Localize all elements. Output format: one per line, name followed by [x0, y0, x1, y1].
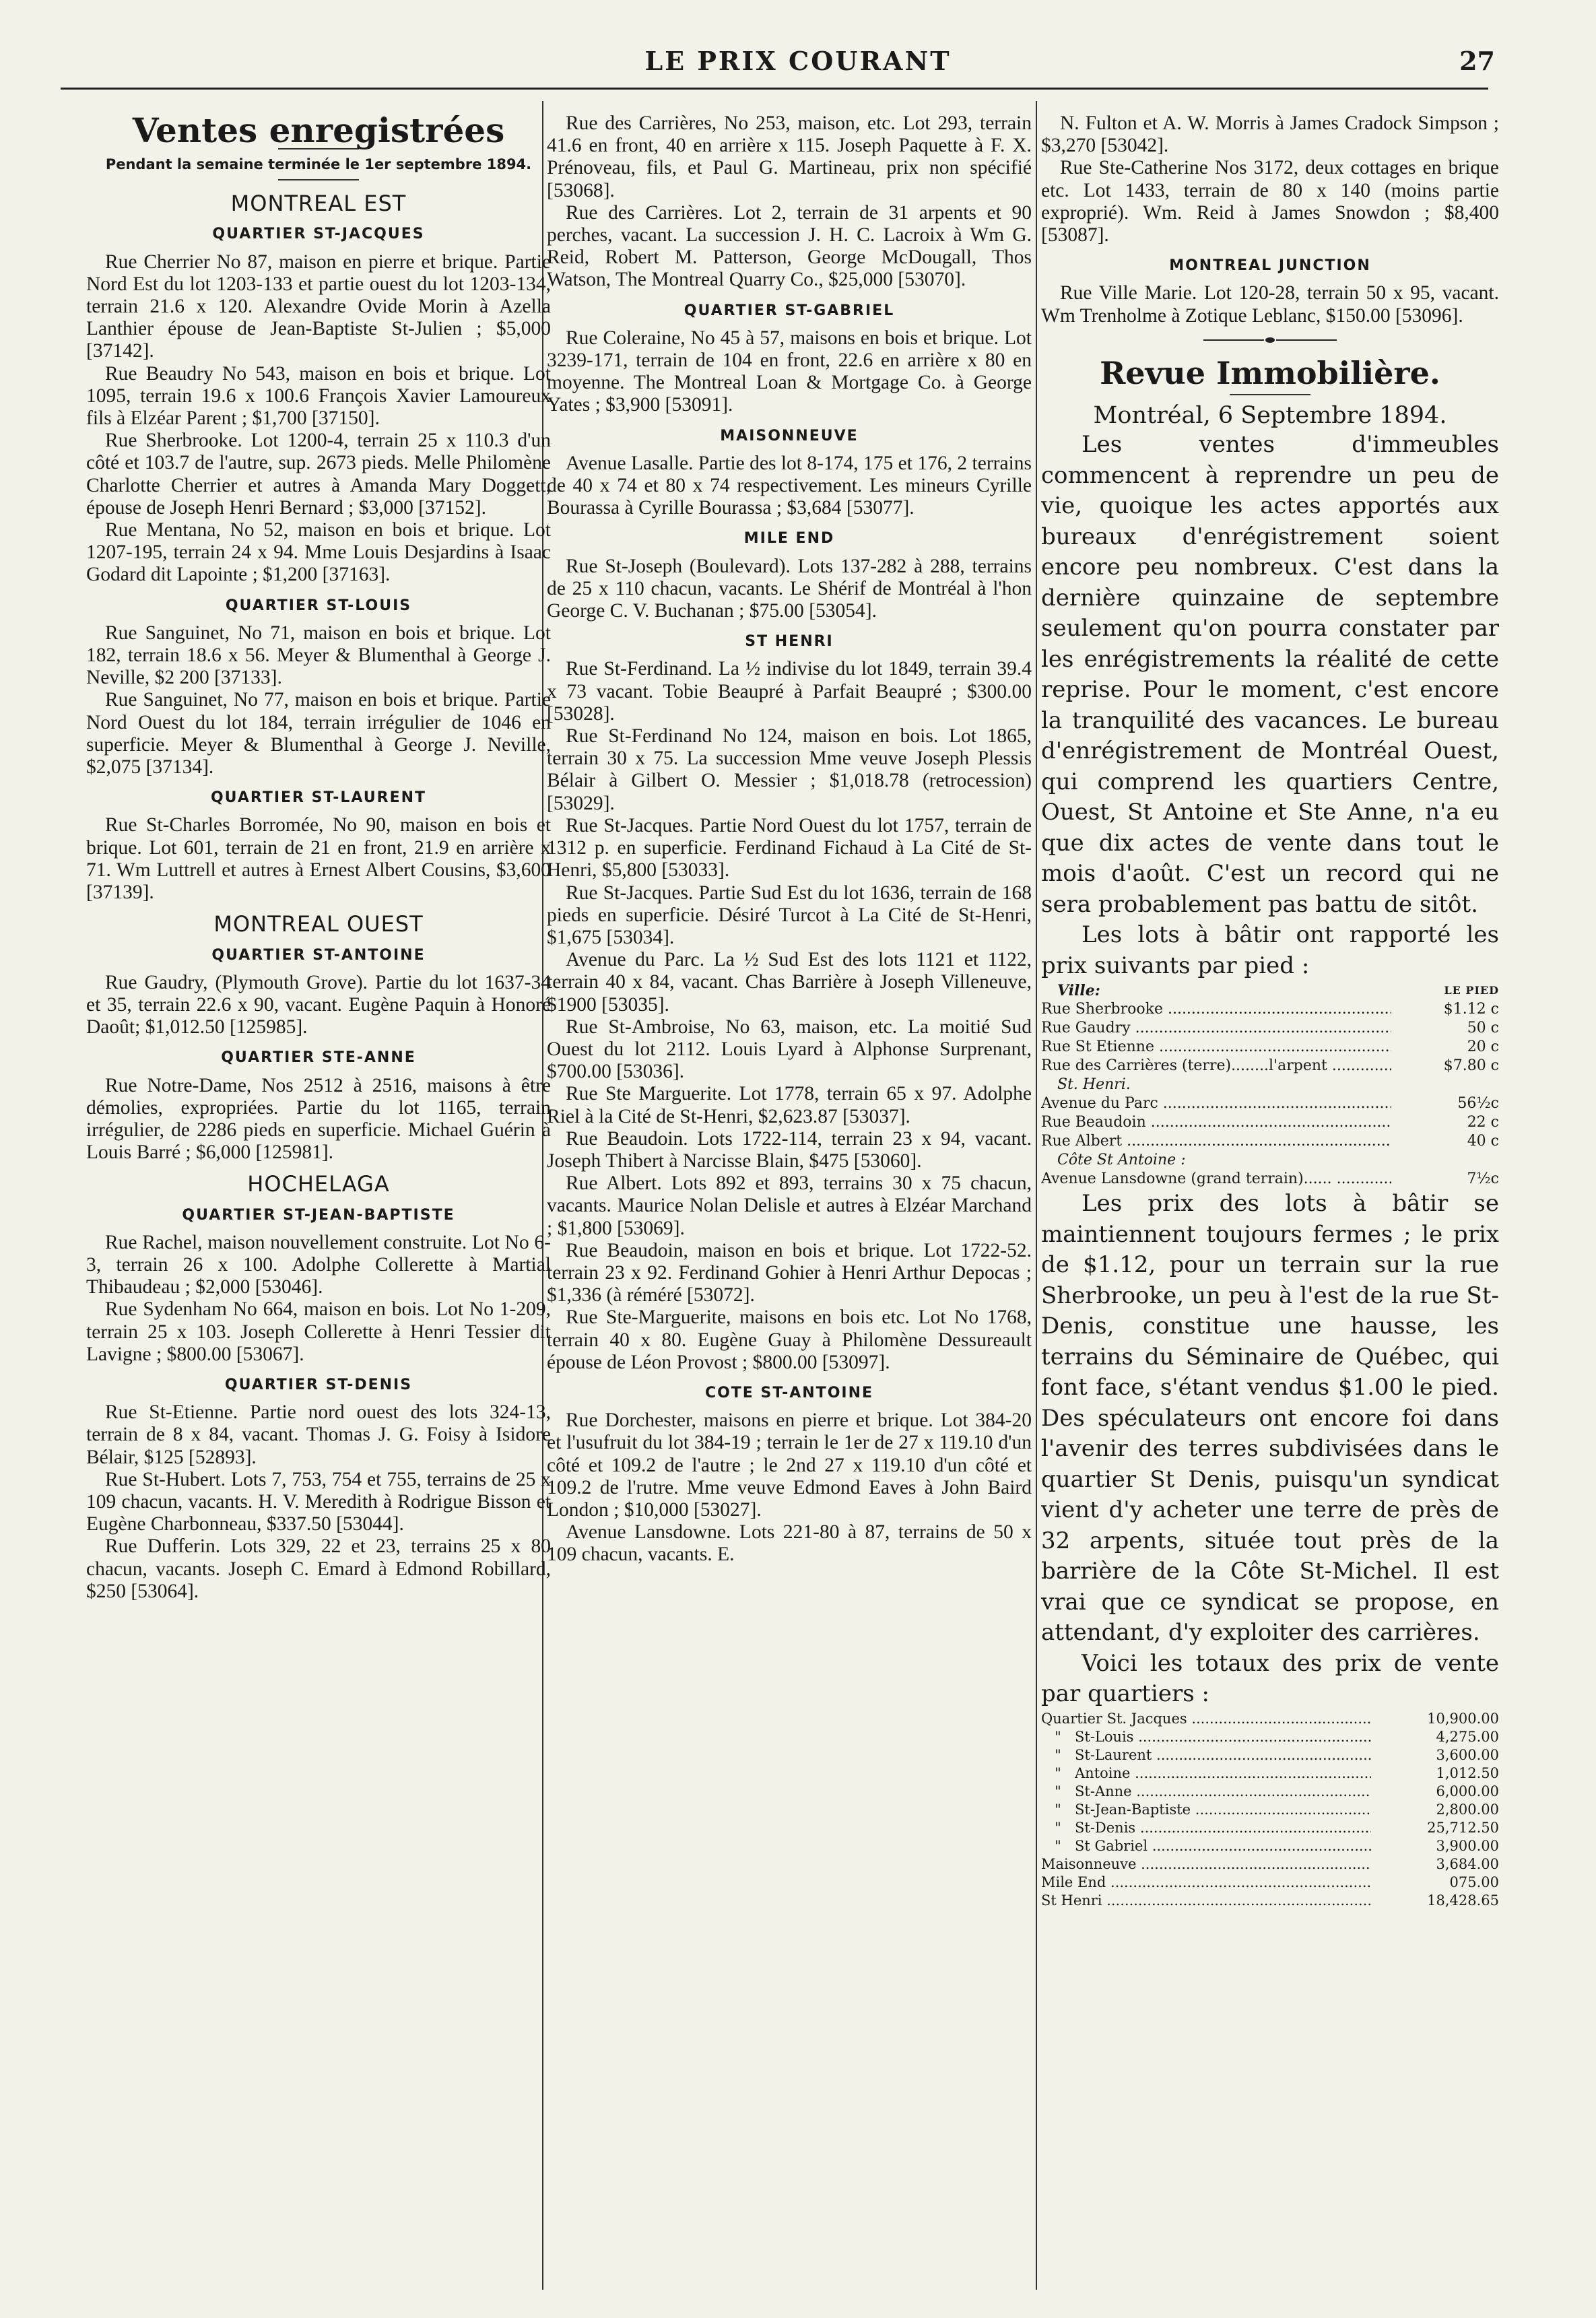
- sale-entry: Rue St-Etienne. Partie nord ouest des lots 324-13, terrain de 8 x 84, vacant. Thomas J. G. Foisy à Isidore Bélair, $125 [52893].: [86, 1401, 551, 1468]
- st-jacques-list: [86, 251, 551, 587]
- cote-st-antoine-list: [547, 1410, 1032, 1566]
- totals-value: 6,000.00: [1436, 1783, 1499, 1799]
- totals-label: Antoine: [1075, 1764, 1131, 1781]
- sale-entry: Avenue Lansdowne. Lots 221-80 à 87, terrains de 50 x 109 chacun, vacants. E.: [547, 1521, 1032, 1566]
- price-rows-st-henri: [1041, 1094, 1499, 1151]
- totals-value: 10,900.00: [1427, 1710, 1499, 1727]
- totals-label: Maisonneuve: [1041, 1855, 1137, 1872]
- price-rows-cote: [1041, 1170, 1499, 1189]
- column-2: [547, 98, 1032, 2293]
- price-rows-ville: [1041, 1000, 1499, 1075]
- totals-value: 3,684.00: [1436, 1855, 1499, 1872]
- sale-entry: Rue Sanguinet, No 77, maison en bois et brique. Partie Nord Ouest du lot 184, terrain irrégulier de 1046 en superficie. Meyer & Blumenthal à George J. Neville, $2,075 [37134].: [86, 689, 551, 779]
- totals-value: 1,012.50: [1436, 1764, 1499, 1781]
- price-value: 7½c: [1467, 1170, 1499, 1188]
- totals-row: [1041, 1728, 1499, 1746]
- st-jean-baptiste-list: [86, 1232, 551, 1366]
- price-table: [1041, 981, 1499, 1189]
- section-st-laurent: QUARTIER ST-LAURENT: [210, 789, 427, 807]
- sale-entry: Rue Coleraine, No 45 à 57, maisons en bois et brique. Lot 3239-171, terrain de 104 en front, 22.6 en arrière x 80 en moyenne. The Montreal Loan & Mortgage Co. à George Yates ; $3,900 [53091].: [547, 327, 1032, 416]
- carrieres-list: [547, 112, 1032, 292]
- section-ste-anne: QUARTIER STE-ANNE: [221, 1049, 416, 1067]
- st-henri-list: [547, 658, 1032, 1374]
- sale-entry: Rue St-Charles Borromée, No 90, maison en bois et brique. Lot 601, terrain de 21 en front, 21.9 en arrière x 71. Wm Luttrell et autres à Ernest Albert Cousins, $3,600 [37139].: [86, 814, 551, 904]
- sales-subhead: Pendant la semaine terminée le 1er septembre 1894.: [105, 156, 532, 173]
- ditto-mark: ": [1055, 1801, 1061, 1818]
- price-label: Rue des Carrières (terre)........l'arpent: [1041, 1057, 1327, 1075]
- price-row: [1041, 1132, 1499, 1151]
- st-laurent-list: [86, 814, 551, 904]
- st-denis-list: [86, 1401, 551, 1603]
- price-row: [1041, 1000, 1499, 1019]
- sale-entry: Rue St-Hubert. Lots 7, 753, 754 et 755, terrains de 25 x 109 chacun, vacants. H. V. Meredith à Rodrigue Bisson et Eugène Charbonneau, $337.50 [53044].: [86, 1468, 551, 1535]
- sale-entry: Rue Beaudoin, maison en bois et brique. Lot 1722-52. terrain 23 x 92. Ferdinand Gohier à Henri Arthur Depocas ; $1,336 (à réméré [53072].: [547, 1239, 1032, 1306]
- price-label: Rue Sherbrooke: [1041, 1001, 1163, 1018]
- totals-label: St-Jean-Baptiste: [1075, 1801, 1191, 1818]
- price-group-st-henri: [1041, 1075, 1499, 1094]
- totals-row: [1041, 1837, 1499, 1855]
- mile-end-list: [547, 556, 1032, 623]
- price-row: [1041, 1170, 1499, 1189]
- totals-row: [1041, 1874, 1499, 1892]
- totals-label: St Henri: [1041, 1892, 1102, 1909]
- totals-value: 25,712.50: [1427, 1819, 1499, 1836]
- totals-value: 3,900.00: [1436, 1837, 1499, 1854]
- price-value: $1.12 c: [1443, 1001, 1499, 1018]
- revue-text-1: [1041, 430, 1499, 981]
- ditto-mark: ": [1055, 1764, 1061, 1781]
- price-label: Rue Beaudoin: [1041, 1114, 1146, 1131]
- column-1: [86, 98, 551, 2293]
- ornament-divider: [1041, 331, 1499, 347]
- totals-label: St-Louis: [1075, 1728, 1134, 1745]
- st-gabriel-list: [547, 327, 1032, 417]
- totals-row: [1041, 1801, 1499, 1819]
- totals-label: St-Denis: [1075, 1819, 1136, 1836]
- price-label: Avenue du Parc: [1041, 1095, 1158, 1113]
- ditto-mark: ": [1055, 1837, 1061, 1854]
- sale-entry: Rue Rachel, maison nouvellement construite. Lot No 6-3, terrain 26 x 100. Adolphe Collerette à Martial Thibaudeau ; $2,000 [53046].: [86, 1231, 551, 1298]
- st-louis-list: [86, 622, 551, 779]
- column-divider-2: [1036, 101, 1037, 2290]
- sale-entry: Rue St-Ferdinand. La ½ indivise du lot 1849, terrain 39.4 x 73 vacant. Tobie Beaupré à Parfait Beaupré ; $300.00 [53028].: [547, 658, 1032, 725]
- st-antoine-list: [86, 972, 551, 1039]
- totals-row: [1041, 1783, 1499, 1801]
- totals-row: [1041, 1710, 1499, 1728]
- revue-paragraph-4: Voici les totaux des prix de vente par quartiers :: [1041, 1649, 1499, 1708]
- sale-entry: Rue des Carrières. Lot 2, terrain de 31 arpents et 90 perches, vacant. La succession J. H. C. Lacroix à Wm G. Reid, Robert M. Patterson, George McDougall, Thos Watson, The Montreal Quarry Co., $25,000 [53070].: [547, 201, 1032, 291]
- sale-entry: Rue Albert. Lots 892 et 893, terrains 30 x 75 chacun, vacants. Maurice Nolan Delisle et autres à Elzéar Marchand ; $1,800 [53069].: [547, 1172, 1032, 1239]
- sale-entry: Rue Notre-Dame, Nos 2512 à 2516, maisons à être démolies, expropriées. Partie du lot 1165, terrain irrégulier, de 2286 pieds en superficie. Michael Guérin à Louis Barré ; $6,000 [125981].: [86, 1074, 551, 1164]
- sale-entry: Rue Gaudry, (Plymouth Grove). Partie du lot 1637-34 et 35, terrain 22.6 x 90, vacant. Eugène Paquin à Honoré Daoût; $1,012.50 [125985].: [86, 971, 551, 1038]
- totals-label: Mile End: [1041, 1874, 1106, 1890]
- page-number: 27: [1459, 46, 1495, 76]
- sale-entry: Rue Sydenham No 664, maison en bois. Lot No 1-209, terrain 25 x 103. Joseph Collerette à Henri Tessier dit Lavigne ; $800.00 [53067].: [86, 1298, 551, 1365]
- header-rule: [61, 88, 1488, 90]
- section-montreal-ouest: MONTREAL OUEST: [213, 911, 424, 937]
- sale-entry: Rue Ste Marguerite. Lot 1778, terrain 65 x 97. Adolphe Riel à la Cité de St-Henri, $2,623.87 [53037].: [547, 1083, 1032, 1127]
- sale-entry: N. Fulton et A. W. Morris à James Cradock Simpson ; $3,270 [53042].: [1041, 112, 1499, 157]
- sale-entry: Rue St-Joseph (Boulevard). Lots 137-282 à 288, terrains de 25 x 110 chacun, vacants. Le Shérif de Montréal à l'hon George C. V. Buchanan ; $75.00 [53054].: [547, 555, 1032, 622]
- price-label: Rue St Etienne: [1041, 1038, 1154, 1056]
- section-montreal-est: MONTREAL EST: [230, 191, 407, 217]
- totals-table: [1041, 1710, 1499, 1910]
- sale-entry: Rue Ste-Catherine Nos 3172, deux cottages en brique etc. Lot 1433, terrain de 80 x 140 (moins partie exproprié). Wm. Reid à James Snowdon ; $8,400 [53087].: [1041, 157, 1499, 246]
- sale-entry: Rue Beaudoin. Lots 1722-114, terrain 23 x 94, vacant. Joseph Thibert à Narcisse Blain, $475 [53060].: [547, 1127, 1032, 1172]
- price-header-unit: LE PIED: [1444, 984, 1499, 997]
- sale-entry: Rue St-Ferdinand No 124, maison en bois. Lot 1865, terrain 30 x 75. La succession Mme veuve Joseph Plessis Bélair à Gilbert O. Messier ; $1,018.78 (retrocession) [53029].: [547, 725, 1032, 814]
- section-st-antoine: QUARTIER ST-ANTOINE: [211, 946, 426, 964]
- section-st-gabriel: QUARTIER ST-GABRIEL: [684, 302, 895, 319]
- revue-paragraph-3: Les prix des lots à bâtir se maintiennent toujours fermes ; le prix de $1.12, pour un terrain sur la rue Sherbrooke, un peu à l'est de la rue St-Denis, constitue une hausse, les terrains du Séminaire de Québec, qui font face, s'étant vendus $1.00 le pied. Des spéculateurs ont encore foi dans l'avenir des terres subdivisées dans le quartier St Denis, puisqu'un syndicat vient d'y acheter une terre de près de 32 arpents, située tout près de la barrière de la Côte St-Michel. Il est vrai que ce syndicat se propose, en attendant, d'y exploiter des carrières.: [1041, 1190, 1499, 1647]
- section-st-jean-baptiste: QUARTIER ST-JEAN-BAPTISTE: [182, 1206, 455, 1224]
- subhead-rule: [278, 179, 359, 180]
- totals-label: St-Laurent: [1075, 1746, 1152, 1763]
- totals-row: [1041, 1855, 1499, 1874]
- ditto-mark: ": [1055, 1819, 1061, 1836]
- revue-paragraph-2: Les lots à bâtir ont rapporté les prix suivants par pied :: [1041, 921, 1499, 979]
- sale-entry: Rue Ville Marie. Lot 120-28, terrain 50 x 95, vacant. Wm Trenholme à Zotique Leblanc, $150.00 [53096].: [1041, 282, 1499, 327]
- page-header: [0, 39, 1596, 93]
- price-label: Rue Gaudry: [1041, 1020, 1131, 1037]
- sale-entry: Rue Sherbrooke. Lot 1200-4, terrain 25 x 110.3 d'un côté et 103.7 de l'autre, sup. 2673 pieds. Melle Philomène Charlotte Cherrier et autres à Amanda Mary Doggett, épouse de Joseph Henri Bernard ; $3,000 [37152].: [86, 430, 551, 519]
- section-cote-st-antoine: COTE ST-ANTOINE: [704, 1384, 874, 1401]
- ditto-mark: ": [1055, 1728, 1061, 1745]
- sale-entry: Rue Dufferin. Lots 329, 22 et 23, terrains 25 x 80 chacun, vacants. Joseph C. Emard à Edmond Robillard, $250 [53064].: [86, 1535, 551, 1602]
- totals-row: [1041, 1892, 1499, 1910]
- price-row: [1041, 1057, 1499, 1075]
- ditto-mark: ": [1055, 1783, 1061, 1799]
- price-header-cote: Côte St Antoine :: [1057, 1152, 1186, 1169]
- price-header-ville: Ville:: [1057, 982, 1100, 1000]
- revue-text-2: [1041, 1189, 1499, 1710]
- price-label: Avenue Lansdowne (grand terrain)......: [1041, 1170, 1332, 1188]
- revue-rule: [1230, 394, 1310, 395]
- section-montreal-junction: MONTREAL JUNCTION: [1169, 257, 1371, 275]
- section-st-denis: QUARTIER ST-DENIS: [224, 1376, 413, 1393]
- sale-entry: Rue Cherrier No 87, maison en pierre et brique. Partie Nord Est du lot 1203-133 et partie ouest du lot 1203-134, terrain 21.6 x 120. Alexandre Ovide Morin à Azella Lanthier épouse de Jean-Baptiste St-Julien ; $5,000 [37142].: [86, 251, 551, 362]
- totals-value: 075.00: [1449, 1874, 1499, 1890]
- running-title: LE PRIX COURANT: [644, 46, 952, 76]
- price-row: [1041, 1038, 1499, 1057]
- maisonneuve-list: [547, 453, 1032, 520]
- totals-value: 18,428.65: [1427, 1892, 1499, 1909]
- sale-entry: Rue St-Jacques. Partie Nord Ouest du lot 1757, terrain de 1312 p. en superficie. Ferdinand Fichaud à La Cité de St-Henri, $5,800 [53033].: [547, 814, 1032, 882]
- price-value: $7.80 c: [1443, 1057, 1499, 1075]
- price-header-st-henri: St. Henri.: [1057, 1076, 1131, 1094]
- sale-entry: Rue St-Ambroise, No 63, maison, etc. La moitié Sud Ouest du lot 2112. Louis Lyard à Alphonse Surprenant, $700.00 [53036].: [547, 1016, 1032, 1083]
- sale-entry: Rue Sanguinet, No 71, maison en bois et brique. Lot 182, terrain 18.6 x 56. Meyer & Blumenthal à George J. Neville, $2 200 [37133].: [86, 622, 551, 689]
- col3-top-list: [1041, 112, 1499, 246]
- price-value: 56½c: [1457, 1095, 1499, 1113]
- price-row: [1041, 1094, 1499, 1113]
- ditto-mark: ": [1055, 1746, 1061, 1763]
- section-mile-end: MILE END: [743, 530, 835, 548]
- revue-paragraph-1: Les ventes d'immeubles commencent à reprendre un peu de vie, quoique les actes apportés aux bureaux d'enrégistrement soient encore peu nombreux. C'est dans la dernière quinzaine de septembre seulement qu'on pourra constater par les enrégistrements la réalité de cette reprise. Pour le moment, c'est encore la tranquilité des vacances. Le bureau d'enrégistrement de Montréal Ouest, qui comprend les quartiers Centre, Ouest, St Antoine et Ste Anne, n'a eu que dix actes de vente dans tout le mois d'août. C'est un record qui ne sera probablement pas battu de sitôt.: [1041, 431, 1499, 918]
- price-value: 40 c: [1467, 1133, 1499, 1150]
- sale-entry: Rue Dorchester, maisons en pierre et brique. Lot 384-20 et l'usufruit du lot 384-19 ; terrain le 1er de 27 x 119.10 d'un côté et 109.2 de l'autre ; le 2nd 27 x 119.10 d'un côté et 109.2 de l'rutre. Mme veuve Edmond Eaves à John Baird London ; $10,000 [53027].: [547, 1410, 1032, 1521]
- sale-entry: Rue St-Jacques. Partie Sud Est du lot 1636, terrain de 168 pieds en superficie. Désiré Turcot à La Cité de St-Henri, $1,675 [53034].: [547, 882, 1032, 948]
- sale-entry: Rue Mentana, No 52, maison en bois et brique. Lot 1207-195, terrain 24 x 94. Mme Louis Desjardins à Isaac Godard dit Lapointe ; $1,200 [37163].: [86, 519, 551, 586]
- totals-value: 2,800.00: [1436, 1801, 1499, 1818]
- price-value: 20 c: [1467, 1038, 1499, 1056]
- price-header-row: [1041, 981, 1499, 1000]
- totals-label: Quartier St. Jacques: [1041, 1710, 1187, 1727]
- section-st-jacques: QUARTIER ST-JACQUES: [212, 226, 425, 243]
- sale-entry: Avenue Lasalle. Partie des lot 8-174, 175 et 176, 2 terrains de 40 x 74 et 80 x 74 respectivement. Les mineurs Cyrille Bourassa à Cyrille Bourassa ; $3,684 [53077].: [547, 452, 1032, 519]
- price-value: 50 c: [1467, 1020, 1499, 1037]
- totals-row: [1041, 1746, 1499, 1764]
- section-st-henri: ST HENRI: [745, 633, 834, 651]
- revue-dateline: Montréal, 6 Septembre 1894.: [1093, 402, 1447, 430]
- price-row: [1041, 1019, 1499, 1038]
- totals-label: St-Anne: [1075, 1783, 1132, 1799]
- section-maisonneuve: MAISONNEUVE: [720, 427, 859, 444]
- totals-label: St Gabriel: [1075, 1837, 1148, 1854]
- price-value: 22 c: [1467, 1114, 1499, 1131]
- totals-value: 3,600.00: [1436, 1746, 1499, 1763]
- sale-entry: Avenue du Parc. La ½ Sud Est des lots 1121 et 1122, terrain 40 x 84, vacant. Chas Barrière à Joseph Villeneuve, $1900 [53035].: [547, 949, 1032, 1016]
- totals-rows: [1041, 1710, 1499, 1910]
- totals-row: [1041, 1819, 1499, 1837]
- section-st-louis: QUARTIER ST-LOUIS: [225, 597, 412, 614]
- price-group-cote: [1041, 1151, 1499, 1170]
- price-label: Rue Albert: [1041, 1133, 1123, 1150]
- totals-row: [1041, 1764, 1499, 1783]
- totals-value: 4,275.00: [1436, 1728, 1499, 1745]
- montreal-junction-list: [1041, 282, 1499, 327]
- sale-entry: Rue Ste-Marguerite, maisons en bois etc. Lot No 1768, terrain 40 x 80. Eugène Guay à Philomène Dessureault épouse de Léon Provost ; $800.00 [53097].: [547, 1306, 1032, 1373]
- column-3: [1041, 98, 1499, 2293]
- ste-anne-list: [86, 1075, 551, 1164]
- sale-entry: Rue Beaudry No 543, maison en bois et brique. Lot 1095, terrain 19.6 x 100.6 François Xavier Lamoureux fils à Elzéar Parent ; $1,700 [37150].: [86, 362, 551, 430]
- price-row: [1041, 1113, 1499, 1132]
- revue-headline: Revue Immobilière.: [1100, 354, 1440, 391]
- sale-entry: Rue des Carrières, No 253, maison, etc. Lot 293, terrain 41.6 en front, 40 en arrière x 115. Joseph Paquette à F. X. Prénoveau, fils, et Paul G. Martineau, prix non spécifié [53068].: [547, 112, 1032, 201]
- sales-headline: Ventes enregistrées: [132, 110, 505, 150]
- section-hochelaga: HOCHELAGA: [247, 1171, 390, 1197]
